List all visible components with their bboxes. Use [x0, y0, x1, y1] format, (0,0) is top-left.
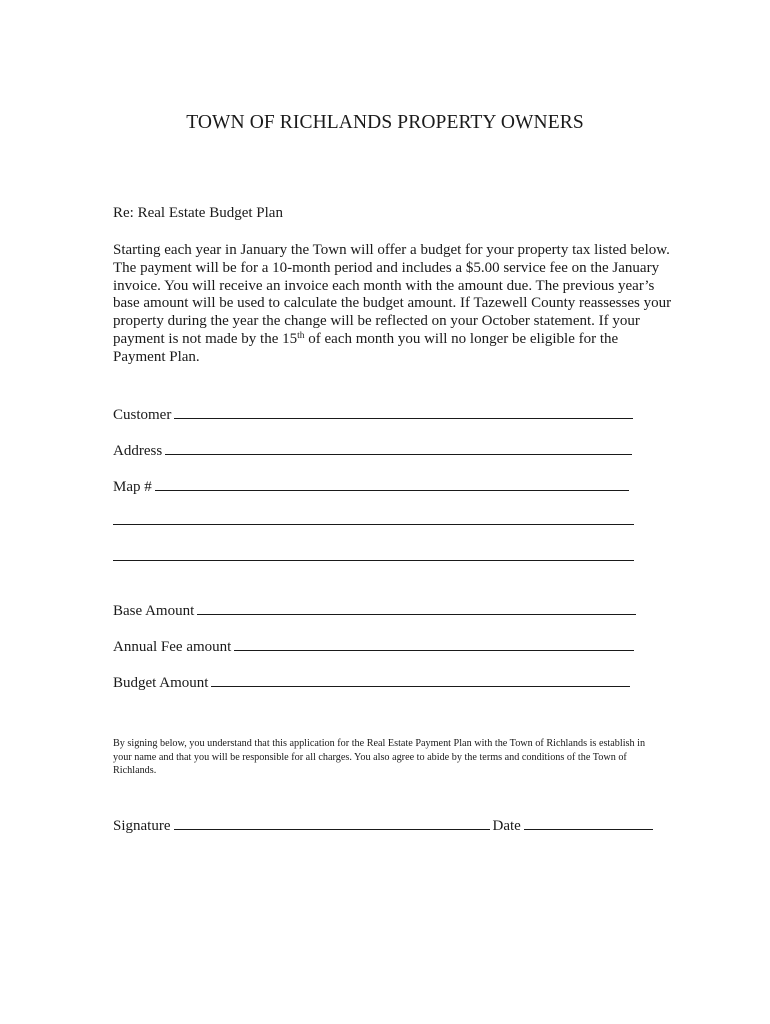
customer-input-line[interactable]	[174, 403, 633, 419]
map-label: Map #	[113, 479, 152, 495]
annual-fee-field	[113, 635, 634, 656]
budget-amount-input-line[interactable]	[211, 671, 630, 687]
base-amount-label: Base Amount	[113, 603, 195, 619]
date-label: Date	[492, 818, 521, 834]
intro-text-end: of each month you will no longer be eligible for the Payment Plan.	[113, 330, 619, 365]
map-field	[113, 475, 629, 496]
address-field	[113, 439, 632, 460]
base-amount-field	[113, 599, 636, 620]
blank-line-1[interactable]	[113, 524, 634, 525]
address-label: Address	[113, 443, 163, 459]
disclaimer-text: By signing below, you understand that this application for the Real Estate Payment Plan with the Town of Richlands is establish in your name and that you will be responsible for all charges. You also agree to abide by the terms and conditions of the Town of Richlands.	[113, 738, 646, 777]
blank-line-2[interactable]	[113, 560, 634, 561]
date-input-line[interactable]	[524, 814, 653, 830]
signature-input-line[interactable]	[174, 814, 490, 830]
map-input-line[interactable]	[155, 475, 629, 491]
budget-amount-label: Budget Amount	[113, 675, 209, 691]
subject-line: Re: Real Estate Budget Plan	[113, 205, 283, 221]
base-amount-input-line[interactable]	[197, 599, 636, 615]
intro-text-start: Starting each year in January the Town will offer a budget for your property tax listed below. The payment will be for a 10-month period and includes a $5.00 service fee on the January invoice. You will receive an invoice each month with the amount due. The previous year’s base amount will be used to calculate the budget amount. If Tazewell County reassesses your property during the year the change will be reflected on your October statement. If your payment is not made by the 15	[113, 242, 672, 347]
intro-paragraph	[113, 242, 673, 367]
customer-label: Customer	[113, 407, 172, 423]
address-input-line[interactable]	[165, 439, 632, 455]
page-title: TOWN OF RICHLANDS PROPERTY OWNERS	[186, 112, 584, 133]
customer-field	[113, 403, 633, 424]
budget-amount-field	[113, 671, 630, 692]
signature-label: Signature	[113, 818, 171, 834]
intro-superscript: th	[297, 330, 305, 341]
annual-fee-label: Annual Fee amount	[113, 639, 232, 655]
annual-fee-input-line[interactable]	[234, 635, 634, 651]
signature-date-row	[113, 814, 653, 835]
